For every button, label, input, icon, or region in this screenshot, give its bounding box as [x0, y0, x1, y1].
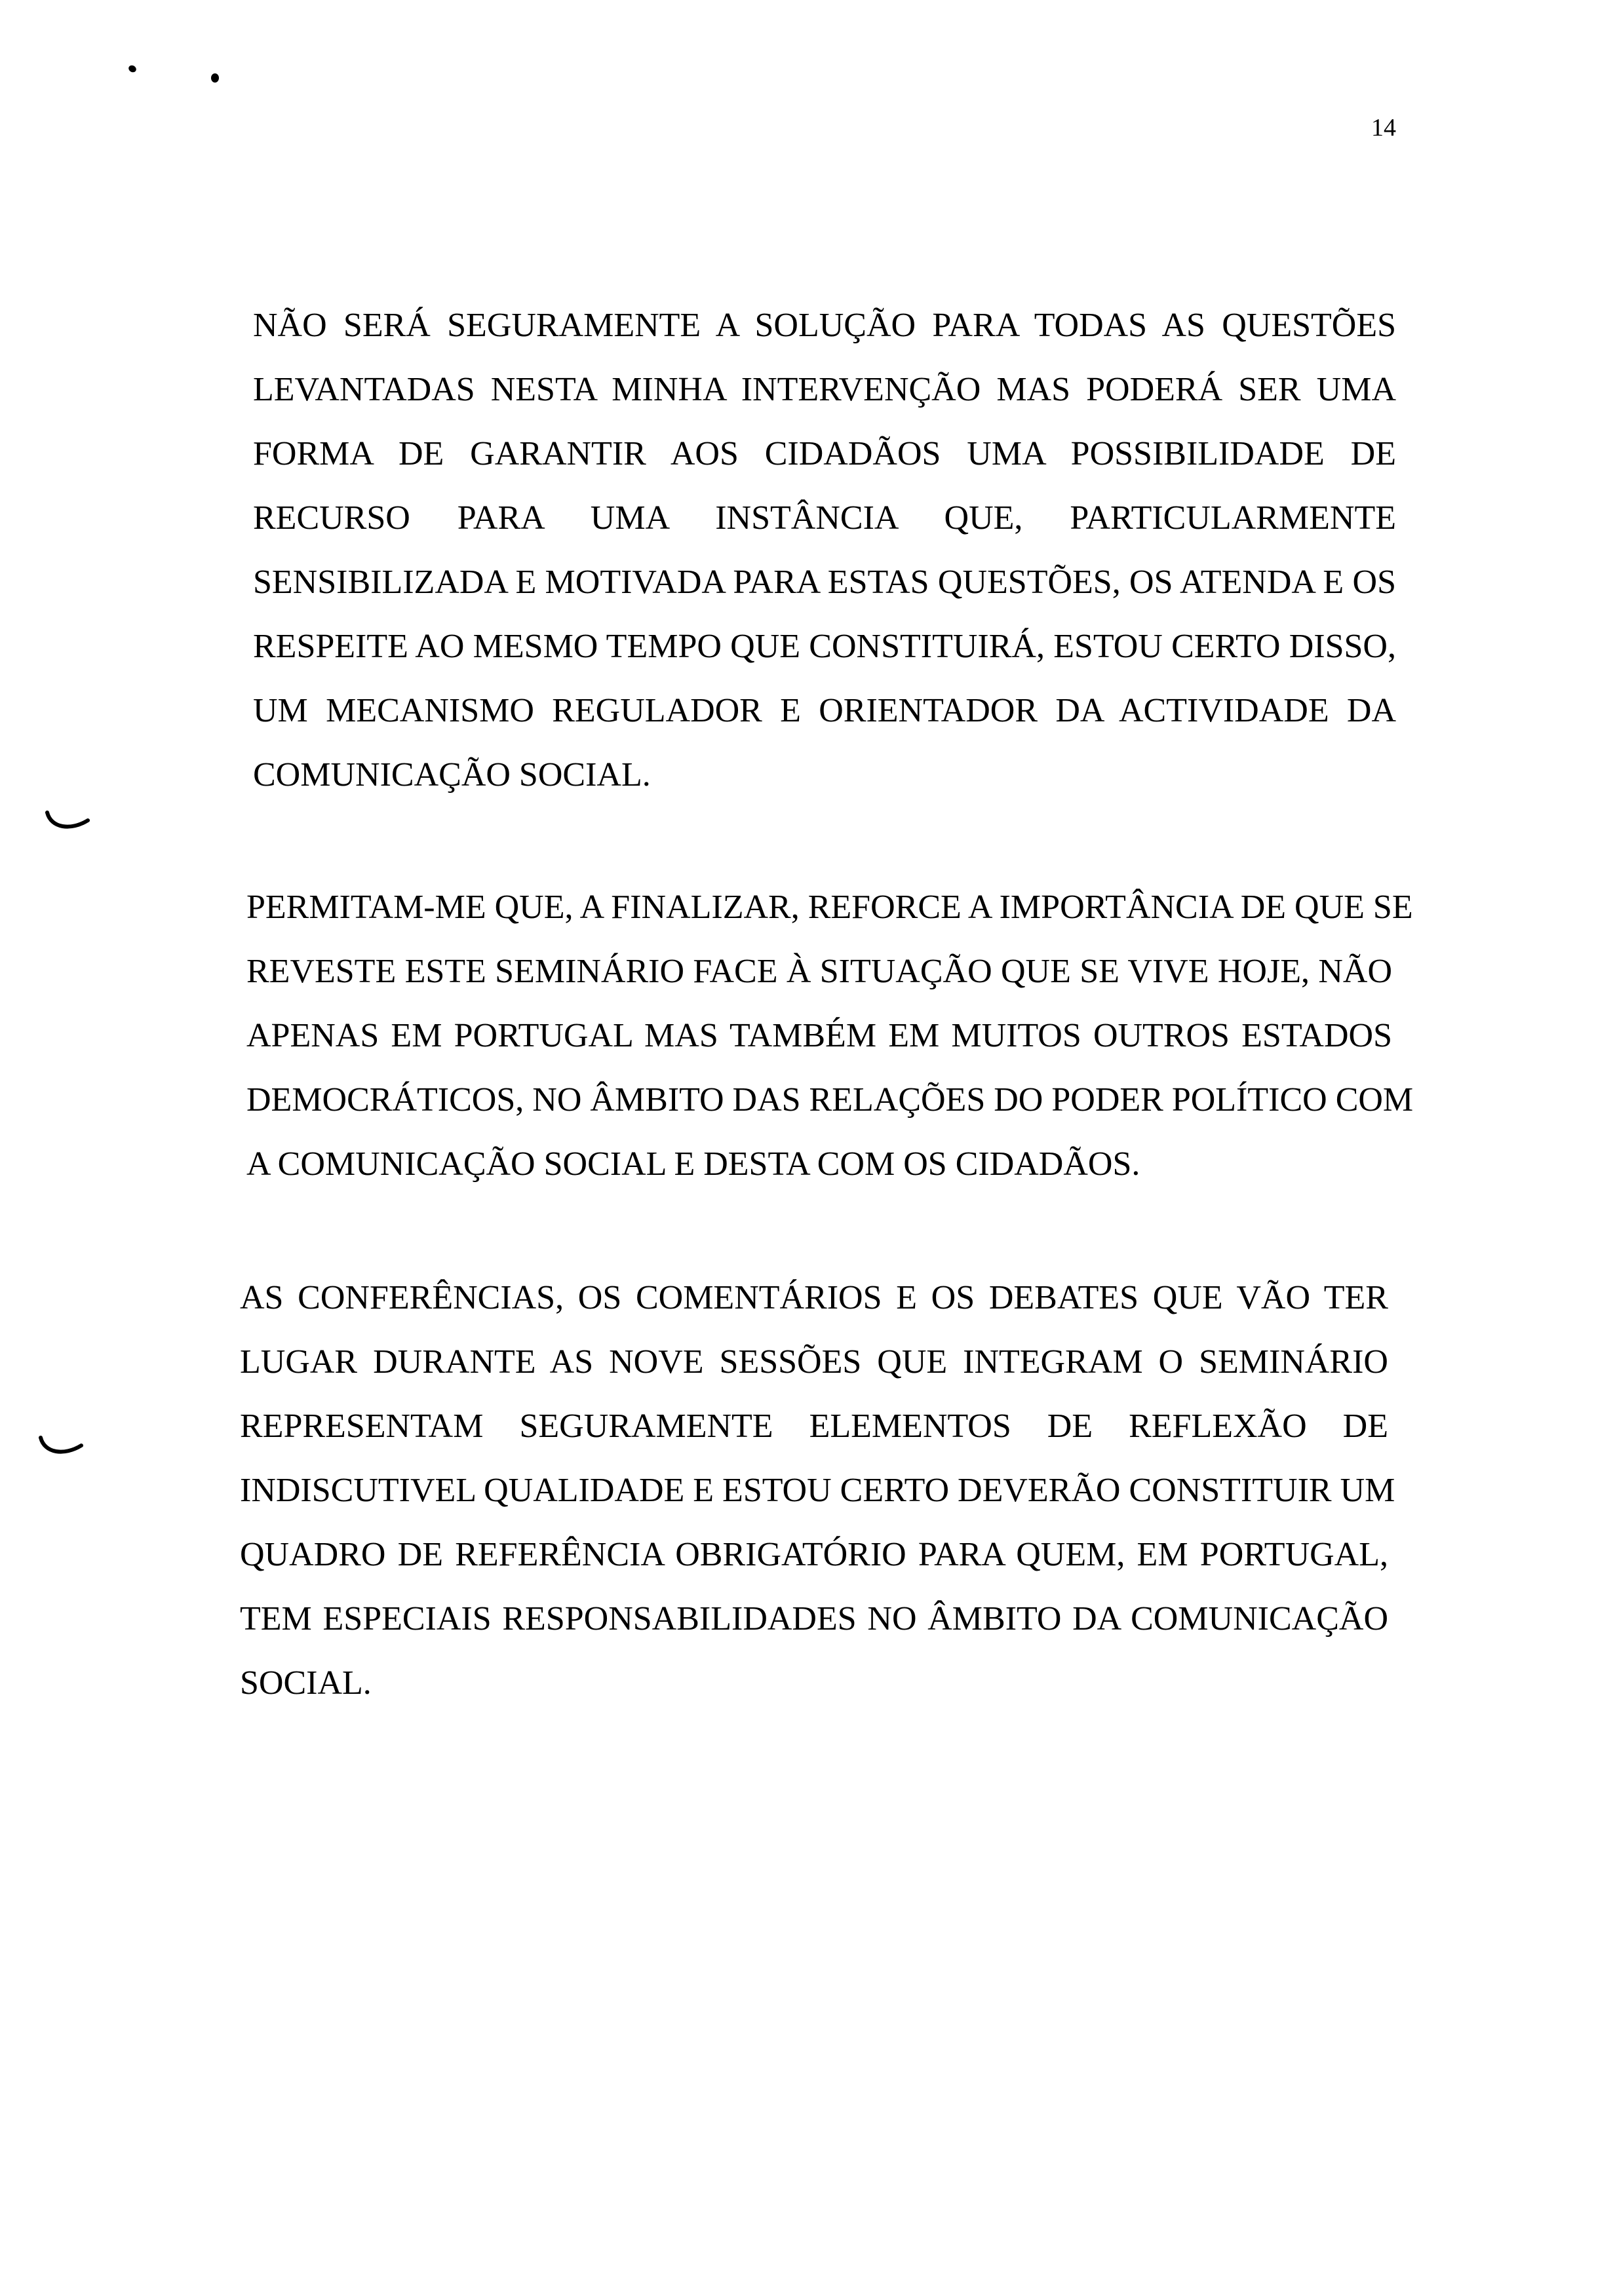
scan-speck — [211, 73, 219, 83]
margin-check-mark — [38, 1435, 84, 1459]
scan-speck — [127, 64, 137, 74]
paragraph — [253, 294, 1396, 807]
text-line: DEMOCRÁTICOS, NO ÂMBITO DAS RELAÇÕES DO PODER POLÍTICO COM — [246, 1081, 1414, 1119]
text-line: INDISCUTIVEL QUALIDADE E ESTOU CERTO DEVERÃO CONSTITUIR UM — [240, 1472, 1395, 1509]
text-line: RECURSO PARA UMA INSTÂNCIA QUE, PARTICULARMENTE — [253, 499, 1396, 537]
text-line: AS CONFERÊNCIAS, OS COMENTÁRIOS E OS DEBATES QUE VÃO TER — [240, 1279, 1388, 1316]
text-line: APENAS EM PORTUGAL MAS TAMBÉM EM MUITOS OUTROS ESTADOS — [246, 1017, 1392, 1054]
text-line: REPRESENTAM SEGURAMENTE ELEMENTOS DE REFLEXÃO DE — [240, 1407, 1388, 1445]
text-line: LUGAR DURANTE AS NOVE SESSÕES QUE INTEGRAM O SEMINÁRIO — [240, 1343, 1388, 1381]
text-line: FORMA DE GARANTIR AOS CIDADÃOS UMA POSSIBILIDADE DE — [253, 435, 1396, 472]
margin-check-mark — [45, 810, 90, 833]
page-number: 14 — [1371, 114, 1396, 142]
text-line: A COMUNICAÇÃO SOCIAL E DESTA COM OS CIDADÃOS. — [246, 1145, 1140, 1183]
text-line: UM MECANISMO REGULADOR E ORIENTADOR DA ACTIVIDADE DA — [253, 692, 1396, 729]
text-line: RESPEITE AO MESMO TEMPO QUE CONSTITUIRÁ, ESTOU CERTO DISSO, — [253, 628, 1396, 665]
text-line: REVESTE ESTE SEMINÁRIO FACE À SITUAÇÃO QUE SE VIVE HOJE, NÃO — [246, 953, 1392, 990]
text-line: NÃO SERÁ SEGURAMENTE A SOLUÇÃO PARA TODAS AS QUESTÕES — [253, 307, 1396, 344]
paragraph — [240, 1266, 1395, 1715]
text-line: SOCIAL. — [240, 1664, 372, 1702]
text-line: COMUNICAÇÃO SOCIAL. — [253, 756, 651, 794]
paragraph — [246, 875, 1414, 1196]
text-line: QUADRO DE REFERÊNCIA OBRIGATÓRIO PARA QUEM, EM PORTUGAL, — [240, 1536, 1388, 1573]
text-line: SENSIBILIZADA E MOTIVADA PARA ESTAS QUESTÕES, OS ATENDA E OS — [253, 564, 1396, 601]
text-line: TEM ESPECIAIS RESPONSABILIDADES NO ÂMBITO DA COMUNICAÇÃO — [240, 1600, 1388, 1637]
text-line: PERMITAM-ME QUE, A FINALIZAR, REFORCE A IMPORTÂNCIA DE QUE SE — [246, 889, 1413, 926]
text-line: LEVANTADAS NESTA MINHA INTERVENÇÃO MAS PODERÁ SER UMA — [253, 371, 1396, 408]
